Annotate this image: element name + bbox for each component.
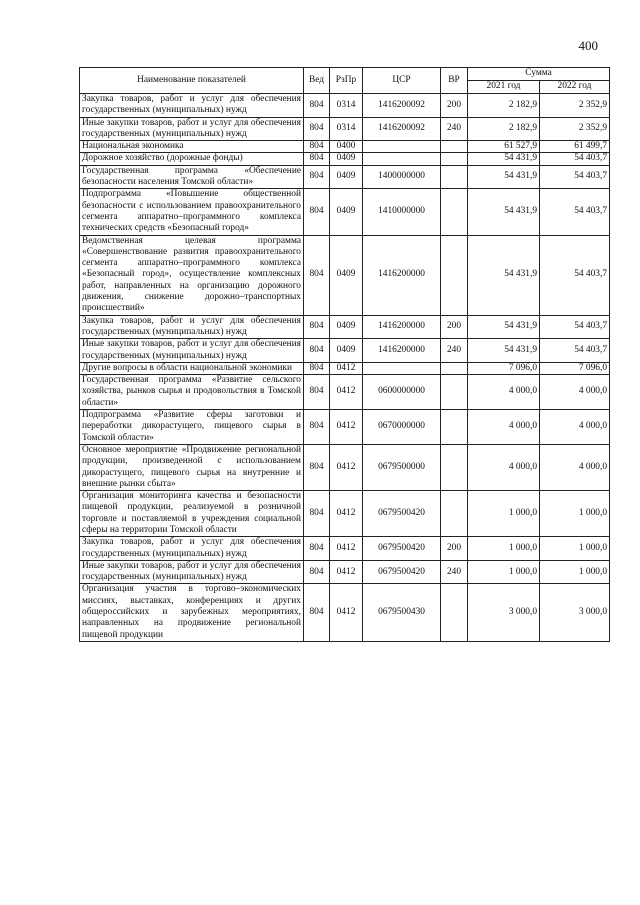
header-year-2021: 2021 год — [468, 81, 540, 94]
row-vr — [441, 491, 468, 537]
table-row — [80, 444, 610, 490]
page-number: 400 — [578, 38, 598, 53]
row-sum-2021: 2 182,9 — [468, 94, 540, 118]
row-vr — [441, 153, 468, 165]
row-rzpr: 0412 — [330, 560, 363, 584]
row-csr: 0679500000 — [363, 444, 441, 490]
row-rzpr: 0412 — [330, 375, 363, 410]
row-csr: 0679500420 — [363, 537, 441, 561]
row-vr: 200 — [441, 537, 468, 561]
row-sum-2021: 1 000,0 — [468, 491, 540, 537]
table-row — [80, 339, 610, 363]
row-name: Организация участия в торгово–экономических миссиях, выставках, конференциях и других общероссийских и зарубежных мероприятиях, направленных на продвижение региональной пищевой продукции — [80, 584, 304, 641]
row-csr: 0679500420 — [363, 560, 441, 584]
row-name: Закупка товаров, работ и услуг для обеспечения государственных (муниципальных) нужд — [80, 315, 304, 339]
row-ved: 804 — [304, 94, 330, 118]
table-row — [80, 153, 610, 165]
row-name: Подпрограмма «Повышение общественной безопасности с использованием правоохранительного сегмента аппаратно–программного комплекса технических средств «Безопасный город» — [80, 189, 304, 235]
row-name: Другие вопросы в области национальной экономики — [80, 362, 304, 374]
row-vr — [441, 189, 468, 235]
row-vr — [441, 444, 468, 490]
row-csr — [363, 141, 441, 153]
row-rzpr: 0400 — [330, 141, 363, 153]
row-ved: 804 — [304, 584, 330, 641]
row-ved: 804 — [304, 444, 330, 490]
row-csr: 0600000000 — [363, 375, 441, 410]
table-row — [80, 560, 610, 584]
row-sum-2021: 4 000,0 — [468, 375, 540, 410]
row-csr: 0679500420 — [363, 491, 441, 537]
row-csr: 1416200092 — [363, 94, 441, 118]
row-sum-2022: 54 403,7 — [540, 189, 610, 235]
row-vr: 200 — [441, 94, 468, 118]
table-row — [80, 189, 610, 235]
row-sum-2022: 3 000,0 — [540, 584, 610, 641]
header-vr: ВР — [441, 68, 468, 94]
row-name: Иные закупки товаров, работ и услуг для обеспечения государственных (муниципальных) нужд — [80, 560, 304, 584]
row-csr: 0670000000 — [363, 410, 441, 445]
row-rzpr: 0314 — [330, 117, 363, 141]
row-name: Национальная экономика — [80, 141, 304, 153]
row-ved: 804 — [304, 315, 330, 339]
table-row — [80, 537, 610, 561]
row-ved: 804 — [304, 339, 330, 363]
table-row — [80, 117, 610, 141]
row-sum-2021: 54 431,9 — [468, 153, 540, 165]
row-vr — [441, 362, 468, 374]
row-sum-2022: 61 499,7 — [540, 141, 610, 153]
row-rzpr: 0412 — [330, 491, 363, 537]
row-rzpr: 0409 — [330, 189, 363, 235]
table-row — [80, 235, 610, 315]
table-row — [80, 315, 610, 339]
row-rzpr: 0412 — [330, 537, 363, 561]
row-sum-2022: 54 403,7 — [540, 153, 610, 165]
row-rzpr: 0409 — [330, 315, 363, 339]
row-rzpr: 0314 — [330, 94, 363, 118]
row-vr: 240 — [441, 339, 468, 363]
row-csr: 1410000000 — [363, 189, 441, 235]
row-rzpr: 0409 — [330, 153, 363, 165]
row-sum-2021: 54 431,9 — [468, 339, 540, 363]
row-csr: 1416200092 — [363, 117, 441, 141]
row-sum-2022: 4 000,0 — [540, 444, 610, 490]
row-name: Государственная программа «Обеспечение безопасности населения Томской области» — [80, 165, 304, 189]
row-sum-2021: 1 000,0 — [468, 537, 540, 561]
row-vr — [441, 375, 468, 410]
row-sum-2021: 54 431,9 — [468, 235, 540, 315]
row-sum-2021: 54 431,9 — [468, 165, 540, 189]
row-ved: 804 — [304, 141, 330, 153]
row-ved: 804 — [304, 362, 330, 374]
table-row — [80, 141, 610, 153]
row-ved: 804 — [304, 117, 330, 141]
row-name: Иные закупки товаров, работ и услуг для обеспечения государственных (муниципальных) нужд — [80, 339, 304, 363]
row-sum-2021: 1 000,0 — [468, 560, 540, 584]
row-ved: 804 — [304, 537, 330, 561]
row-sum-2021: 4 000,0 — [468, 444, 540, 490]
table-row — [80, 375, 610, 410]
row-sum-2022: 4 000,0 — [540, 375, 610, 410]
row-vr — [441, 141, 468, 153]
row-ved: 804 — [304, 410, 330, 445]
row-sum-2021: 4 000,0 — [468, 410, 540, 445]
row-csr: 1416200000 — [363, 235, 441, 315]
row-ved: 804 — [304, 153, 330, 165]
row-sum-2021: 7 096,0 — [468, 362, 540, 374]
row-ved: 804 — [304, 375, 330, 410]
row-rzpr: 0412 — [330, 410, 363, 445]
row-csr: 1416200000 — [363, 315, 441, 339]
row-sum-2022: 4 000,0 — [540, 410, 610, 445]
row-name: Дорожное хозяйство (дорожные фонды) — [80, 153, 304, 165]
row-vr: 200 — [441, 315, 468, 339]
row-sum-2022: 7 096,0 — [540, 362, 610, 374]
table-row — [80, 362, 610, 374]
header-ved: Вед — [304, 68, 330, 94]
row-name: Ведомственная целевая программа «Совершенствование развития правоохранительного сегмента аппаратно–программного комплекса «Безопасный город», осуществление комплексных работ, направленных на организацию дорожного движения, снижение дорожно–транспортных происшествий» — [80, 235, 304, 315]
row-rzpr: 0412 — [330, 362, 363, 374]
row-sum-2021: 3 000,0 — [468, 584, 540, 641]
row-csr: 1400000000 — [363, 165, 441, 189]
table-row — [80, 94, 610, 118]
row-sum-2022: 1 000,0 — [540, 560, 610, 584]
row-sum-2022: 2 352,9 — [540, 117, 610, 141]
row-vr — [441, 235, 468, 315]
row-name: Организация мониторинга качества и безопасности пищевой продукции, реализуемой в розничной торговле и поставляемой в учреждения социальной сферы на территории Томской области — [80, 491, 304, 537]
row-rzpr: 0409 — [330, 235, 363, 315]
row-name: Закупка товаров, работ и услуг для обеспечения государственных (муниципальных) нужд — [80, 537, 304, 561]
row-vr — [441, 165, 468, 189]
row-csr — [363, 153, 441, 165]
row-ved: 804 — [304, 235, 330, 315]
header-sum: Сумма — [468, 68, 610, 81]
row-rzpr: 0412 — [330, 444, 363, 490]
table-row — [80, 584, 610, 641]
row-ved: 804 — [304, 189, 330, 235]
row-name: Основное мероприятие «Продвижение региональной продукции, произведенной с использованием дикорастущего, пищевого сырья на внутренние и внешние рынки сбыта» — [80, 444, 304, 490]
row-sum-2021: 54 431,9 — [468, 189, 540, 235]
row-sum-2022: 54 403,7 — [540, 339, 610, 363]
row-name: Закупка товаров, работ и услуг для обеспечения государственных (муниципальных) нужд — [80, 94, 304, 118]
row-csr: 0679500430 — [363, 584, 441, 641]
row-csr — [363, 362, 441, 374]
row-sum-2022: 54 403,7 — [540, 315, 610, 339]
row-rzpr: 0409 — [330, 165, 363, 189]
row-sum-2022: 54 403,7 — [540, 235, 610, 315]
row-name: Подпрограмма «Развитие сферы заготовки и переработки дикорастущего, пищевого сырья в Томской области» — [80, 410, 304, 445]
row-sum-2021: 2 182,9 — [468, 117, 540, 141]
row-vr: 240 — [441, 117, 468, 141]
row-sum-2022: 54 403,7 — [540, 165, 610, 189]
table-row — [80, 165, 610, 189]
row-ved: 804 — [304, 491, 330, 537]
row-ved: 804 — [304, 560, 330, 584]
header-rzpr: РзПр — [330, 68, 363, 94]
row-name: Государственная программа «Развитие сельского хозяйства, рынков сырья и продовольствия в Томской области» — [80, 375, 304, 410]
row-csr: 1416200000 — [363, 339, 441, 363]
row-vr — [441, 410, 468, 445]
budget-table — [79, 67, 610, 642]
row-rzpr: 0409 — [330, 339, 363, 363]
table-row — [80, 491, 610, 537]
table-body — [80, 94, 610, 642]
header-csr: ЦСР — [363, 68, 441, 94]
row-ved: 804 — [304, 165, 330, 189]
table-row — [80, 410, 610, 445]
row-vr: 240 — [441, 560, 468, 584]
row-sum-2021: 61 527,9 — [468, 141, 540, 153]
row-sum-2022: 1 000,0 — [540, 537, 610, 561]
row-sum-2022: 1 000,0 — [540, 491, 610, 537]
header-name: Наименование показателей — [80, 68, 304, 94]
row-rzpr: 0412 — [330, 584, 363, 641]
row-sum-2022: 2 352,9 — [540, 94, 610, 118]
row-sum-2021: 54 431,9 — [468, 315, 540, 339]
row-vr — [441, 584, 468, 641]
header-year-2022: 2022 год — [540, 81, 610, 94]
row-name: Иные закупки товаров, работ и услуг для обеспечения государственных (муниципальных) нужд — [80, 117, 304, 141]
